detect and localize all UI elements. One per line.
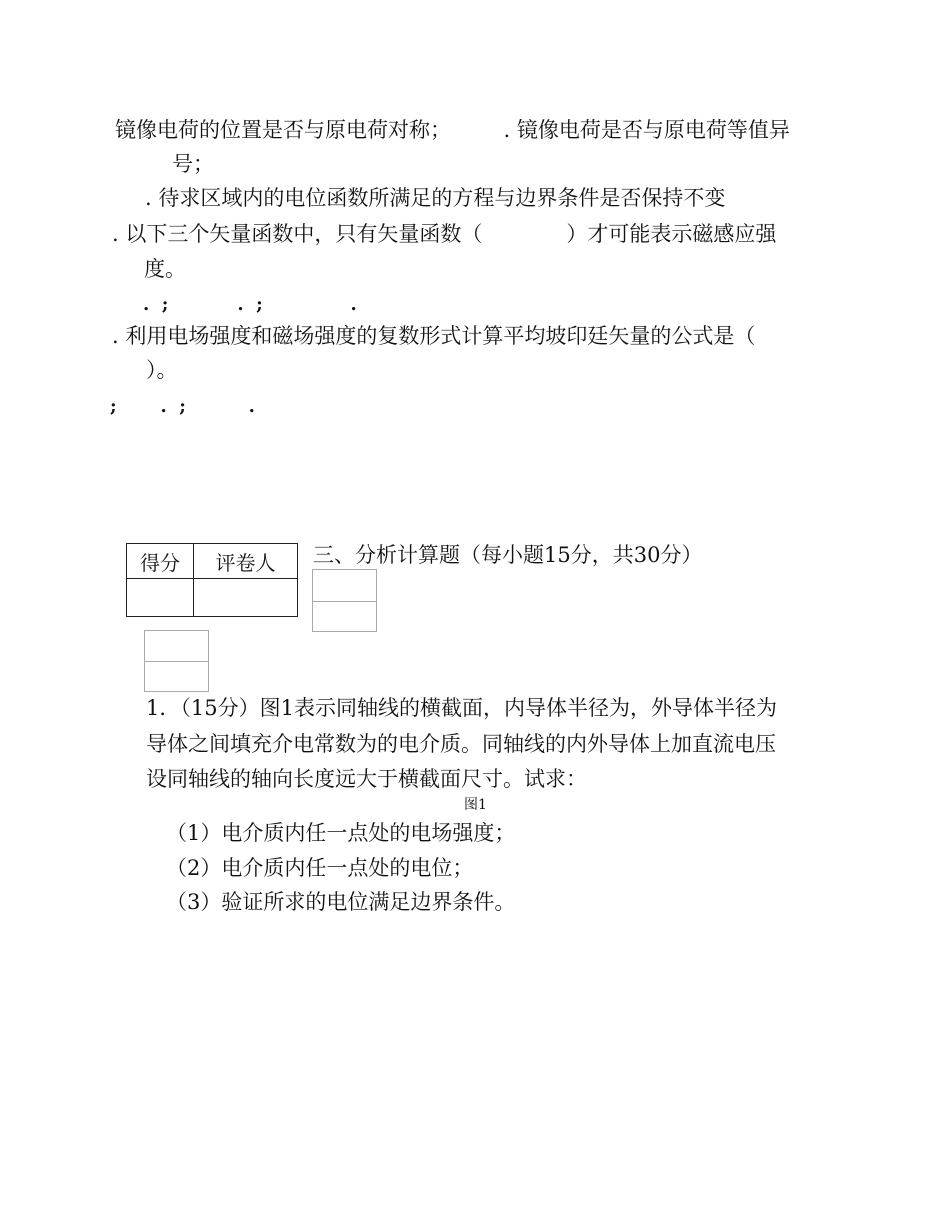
question-text: 设同轴线的轴向长度远大于横截面尺寸。试求： (146, 767, 587, 791)
grader-header: 评卷人 (194, 544, 298, 579)
question-text: 1．（15分）图1表示同轴线的横截面，内导体半径为，外导体半径为 (146, 696, 777, 720)
text-line: . 利用电场强度和磁场强度的复数形式计算平均坡印廷矢量的公式是（ (112, 324, 756, 348)
question-text: 导体之间填充介电常数为的电介质。同轴线的内外导体上加直流电压 (146, 732, 776, 756)
section-title: 三、分析计算题（每小题15分，共30分） (313, 543, 703, 567)
score-cell (127, 579, 194, 617)
text-line: 度。 (144, 257, 186, 281)
text-line: . 待求区域内的电位函数所满足的方程与边界条件是否保持不变 (145, 186, 726, 210)
answer-options: ; . ; . (110, 396, 255, 417)
text-line: . 以下三个矢量函数中，只有矢量函数（ ）才可能表示磁感应强 (112, 222, 777, 246)
grader-cell (194, 579, 298, 617)
text-line: 号； (172, 152, 214, 176)
placeholder-box (312, 569, 377, 632)
placeholder-box (144, 630, 209, 692)
sub-question: （2）电介质内任一点处的电位； (166, 856, 474, 880)
sub-question: （3）验证所求的电位满足边界条件。 (166, 890, 516, 914)
figure-label: 图1 (464, 797, 487, 813)
score-header: 得分 (127, 544, 194, 579)
score-table (126, 543, 298, 617)
answer-options: . ; . ; . (143, 294, 357, 315)
text-line: 镜像电荷的位置是否与原电荷对称； . 镜像电荷是否与原电荷等值异 (115, 118, 790, 142)
sub-question: （1）电介质内任一点处的电场强度； (166, 821, 516, 845)
text-line: ）。 (146, 358, 178, 382)
